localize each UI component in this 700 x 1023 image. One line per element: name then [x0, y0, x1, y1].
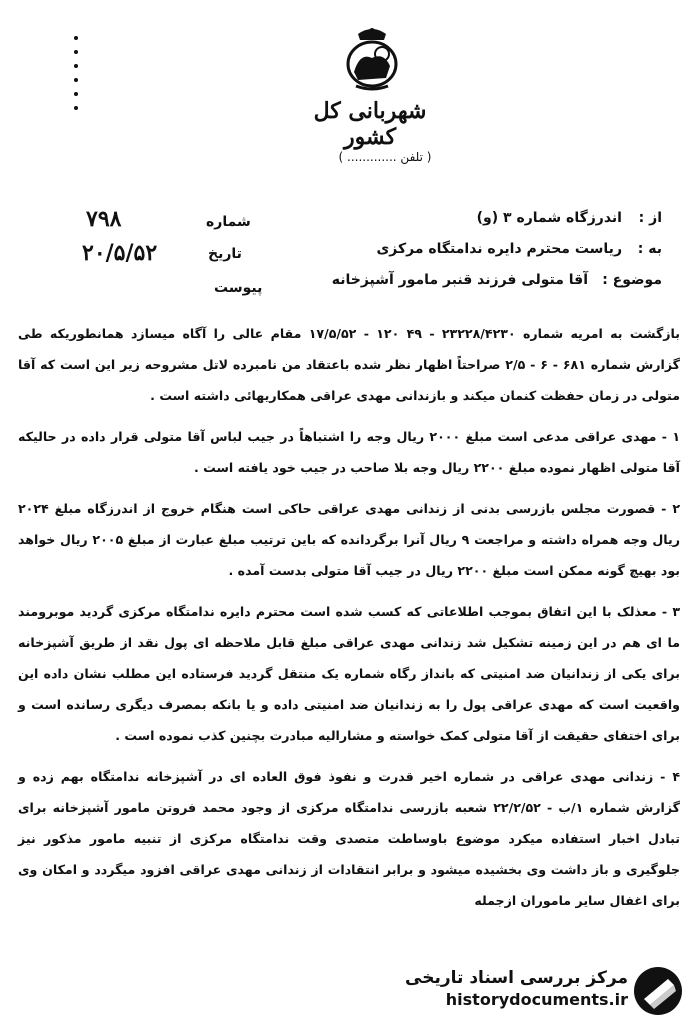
attachment-label: پیوست: [214, 280, 263, 296]
lion-and-sun-emblem: [336, 22, 408, 94]
body-paragraph: ۲ - قصورت مجلس بازرسی بدنی از زندانی مهدی عراقی حاکی است هنگام خروج از اندرزگاه مبلغ ۲۰۲۴ ریال وجه همراه داشته و مراجعت ۹ ریال آنرا برگردانده که باین ترتیب مبلغ عبارت از مبلغ ۲۰۰۵ ریال خواهد بود بهیچ گونه ممکن است مبلغ ۲۲۰۰ ریال در جیب آقا متولی بدست آمده .: [18, 501, 680, 578]
number-value: ۷۹۸: [86, 206, 122, 232]
from-label: از :: [638, 210, 662, 226]
office-title: شهربانی کل کشور: [313, 98, 427, 150]
body-paragraph: بازگشت به امریه شماره ۲۳۲۲۸/۴۲۳۰ - ۴۹ ۱۲۰ - ۱۷/۵/۵۲ مقام عالی را آگاه میسازد همانطوریکه طی گزارش شماره ۶۸۱ - ۶ - ۲/۵ صراحتاً اظهار نظر شده باعتقاد من نامبرده لاتل مشروحه زیر این است که آقا متولی در زمان حفظت کنمان میکند و بازندانی مهدی عراقی همکاریهائی داشته است .: [18, 326, 681, 403]
date-value: ۲۰/۵/۵۲: [82, 240, 158, 266]
body-paragraph: ۱ - مهدی عراقی مدعی است مبلغ ۲۰۰۰ ریال وجه را اشتباهاً در جیب لباس آقا متولی قرار داده در حالیکه آقا متولی اظهار نموده مبلغ ۲۲۰۰ ریال وجه بلا صاحب در جیب خود یافته است .: [18, 429, 681, 475]
date-label: تاریخ: [208, 246, 242, 262]
to-value: ریاست محترم دایره ندامتگاه مرکزی: [376, 241, 622, 257]
from-value: اندرزگاه شماره ۳ (و): [476, 210, 622, 226]
telephone-line: ( تلفن ............. ): [338, 150, 432, 164]
letter-body: [18, 318, 680, 926]
number-label: شماره: [206, 214, 251, 230]
margin-dots: [70, 36, 84, 126]
archive-name: مرکز بررسی اسناد تاریخی: [405, 968, 628, 988]
archive-logo-icon: [632, 965, 684, 1017]
body-paragraph: ۳ - معذلک با این اتفاق بموجب اطلاعاتی که کسب شده است محترم دایره ندامتگاه مرکزی گردید موبرومند ما ای هم در این زمینه تشکیل شد زندانی مهدی عراقی مبلغ قابل ملاحظه ای پول نقد از طریق آشپزخانه برای یکی از زندانیان ضد امنیتی که بانداز رگاه شماره یک منتقل گردید فرستاده این مطلب نشان داده این واقعیت است که مهدی عراقی پول را به زندانیان ضد امنیتی داده و یا بانکه بمصرف دیگری رسانده است و برای اختفای حقیقت از آقا متولی کمک خواسته و مشارالیه مبادرت بچنین کذب نموده است .: [18, 604, 680, 743]
body-paragraph: ۴ - زندانی مهدی عراقی در شماره اخیر قدرت و نفوذ فوق العاده ای در آشپزخانه ندامتگاه بهم زده و گزارش شماره ۱/ب - ۲۲/۲/۵۲ شعبه بازرسی ندامتگاه مرکزی از وجود محمد فروتن مامور آشپزخانه برای تبادل اخبار استفاده میکرد موضوع باوساطت متصدی وقت ندامتگاه مرکزی از تنبیه مامور مذکور نیز جلوگیری و باز داشت وی بخشیده میشود و برابر انتقادات از زندانی مهدی عراقی افزود میگردد و امکان وی برای اغفال سایر ماموران ازجمله: [18, 769, 680, 908]
archive-url[interactable]: historydocuments.ir: [445, 990, 628, 1009]
subject-label: موضوع :: [602, 272, 662, 288]
subject-value: آقا متولی فرزند قنبر مامور آشپزخانه: [331, 272, 588, 288]
archive-watermark: [405, 968, 628, 1009]
to-label: به :: [637, 241, 662, 257]
